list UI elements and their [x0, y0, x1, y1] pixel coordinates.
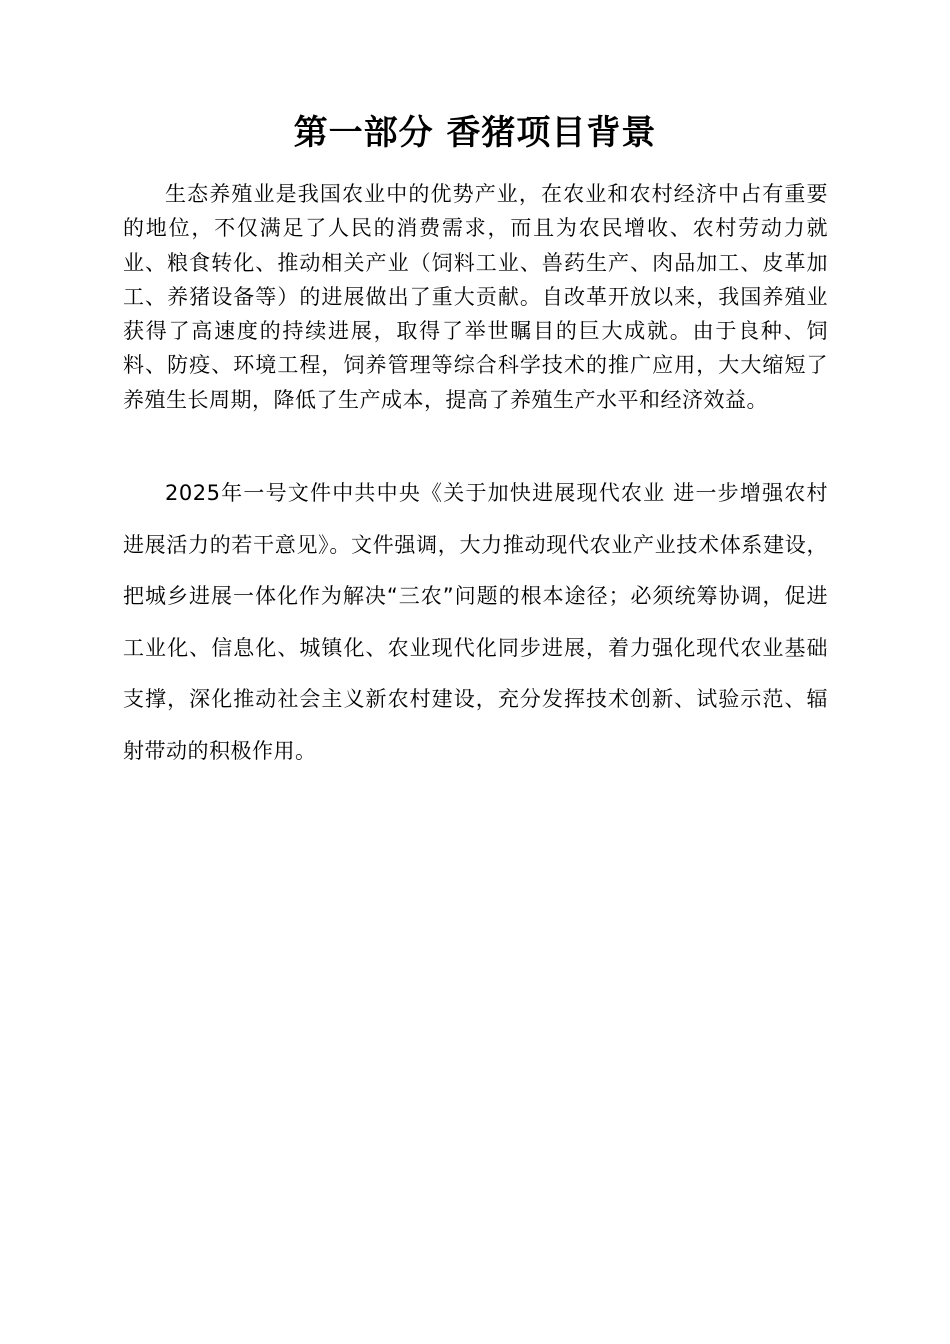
section-title: 第一部分 香猪项目背景 [293, 113, 657, 153]
paragraph-ecological-farming: 生态养殖业是我国农业中的优势产业，在农业和农村经济中占有重要的地位，不仅满足了人民的消费需求，而且为农民增收、农村劳动力就业、粮食转化、推动相关产业（饲料工业、兽药生产、肉品加工、皮革加工、养猪设备等）的进展做出了重大贡献。自改革开放以来，我国养殖业获得了高速度的持续进展，取得了举世瞩目的巨大成就。由于良种、饲料、防疫、环境工程，饲养管理等综合科学技术的推广应用，大大缩短了养殖生长周期，降低了生产成本，提高了养殖生产水平和经济效益。 [123, 182, 828, 412]
paragraph-policy-document: 2025年一号文件中共中央《关于加快进展现代农业 进一步增强农村进展活力的若干意见》。文件强调，大力推动现代农业产业技术体系建设，把城乡进展一体化作为解决“三农”问题的根本途径；必须统筹协调，促进工业化、信息化、城镇化、农业现代化同步进展，着力强化现代农业基础支撑，深化推动社会主义新农村建设，充分发挥技术创新、试验示范、辐射带动的积极作用。 [123, 481, 828, 763]
